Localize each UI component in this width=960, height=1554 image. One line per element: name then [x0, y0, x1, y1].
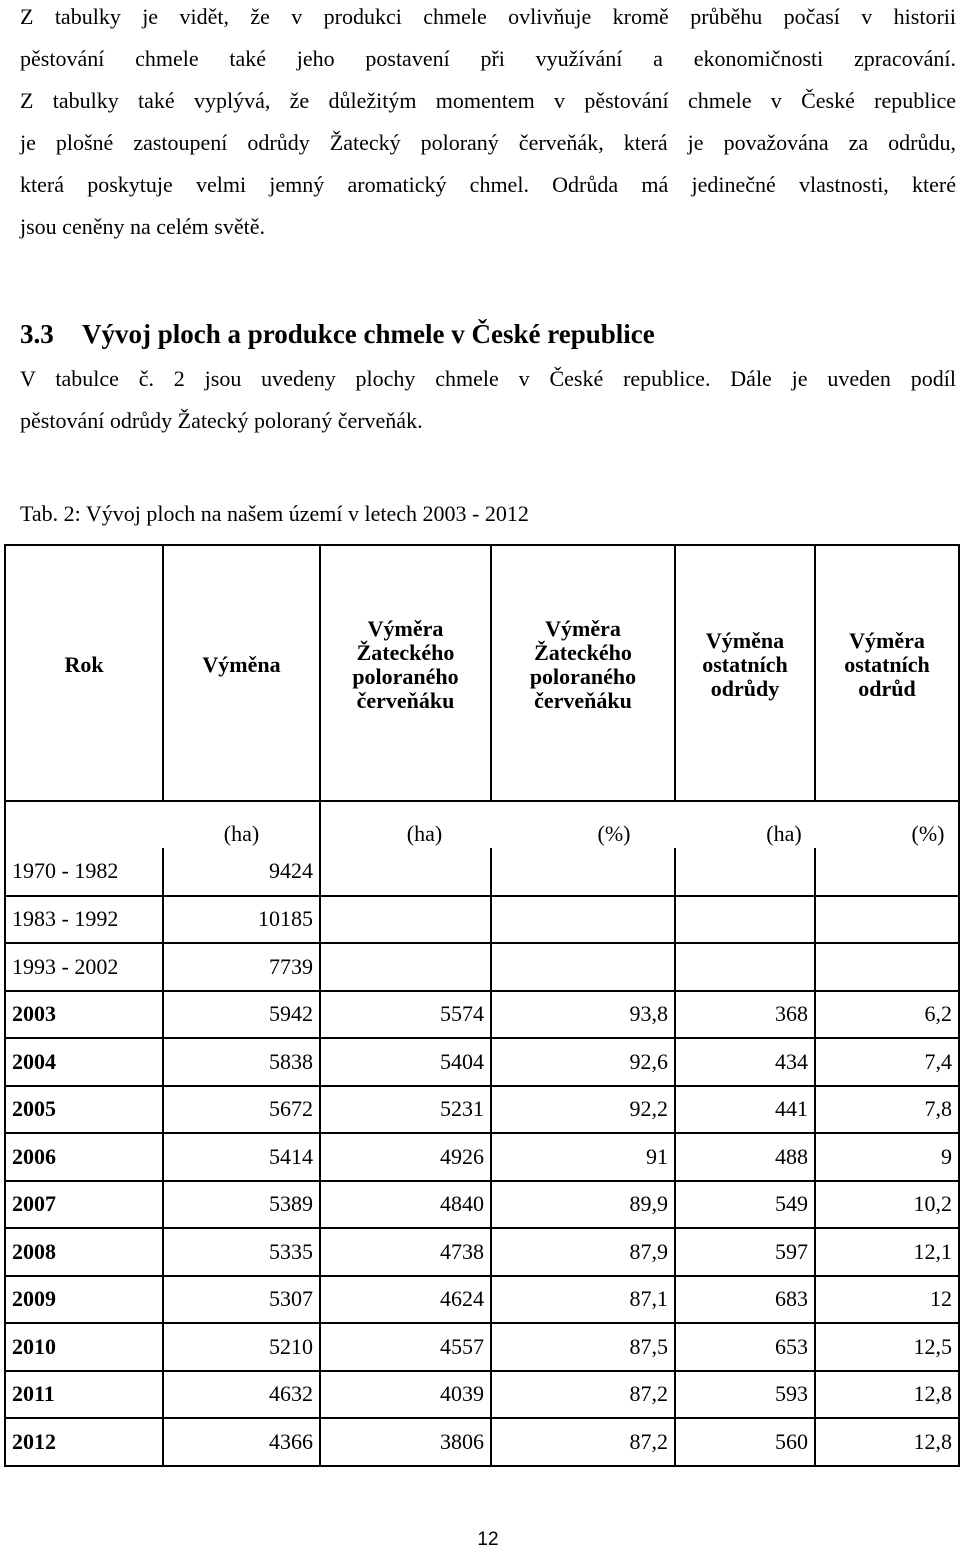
- value-cell: 4624: [320, 1276, 491, 1324]
- value-cell: 9424: [163, 848, 320, 896]
- value-cell: [675, 943, 815, 991]
- value-cell: [675, 848, 815, 896]
- table-row: [5, 1038, 959, 1086]
- section-heading: [20, 312, 655, 356]
- paragraph-line: pěstování odrůdy Žatecký poloraný červeňák.: [20, 408, 423, 433]
- value-cell: [491, 848, 675, 896]
- value-cell: 10185: [163, 896, 320, 944]
- intro-line: která poskytuje velmi jemný aromatický chmel. Odrůda má jedinečné vlastnosti, které: [20, 172, 956, 197]
- year-cell: 2012: [5, 1418, 163, 1466]
- intro-paragraph: [20, 0, 956, 248]
- header-other-area-pct: Výměra ostatních odrůd: [815, 545, 959, 801]
- value-cell: 5389: [163, 1181, 320, 1229]
- value-cell: 7,4: [815, 1038, 959, 1086]
- value-cell: 4632: [163, 1371, 320, 1419]
- value-cell: 653: [675, 1323, 815, 1371]
- table-row: [5, 1086, 959, 1134]
- year-cell: 2005: [5, 1086, 163, 1134]
- value-cell: 12,8: [815, 1418, 959, 1466]
- value-cell: 4926: [320, 1133, 491, 1181]
- year-cell: 2011: [5, 1371, 163, 1419]
- header-saaz-area-ha: Výměra Žateckého poloraného červeňáku: [320, 545, 491, 801]
- value-cell: 368: [675, 991, 815, 1039]
- table-row: [5, 1133, 959, 1181]
- header-year: Rok: [5, 545, 163, 801]
- value-cell: 87,2: [491, 1418, 675, 1466]
- year-cell: 2008: [5, 1228, 163, 1276]
- value-cell: 5672: [163, 1086, 320, 1134]
- table-header-row: [5, 545, 959, 801]
- year-cell: 2007: [5, 1181, 163, 1229]
- value-cell: 7,8: [815, 1086, 959, 1134]
- value-cell: 89,9: [491, 1181, 675, 1229]
- value-cell: 92,2: [491, 1086, 675, 1134]
- table-caption: Tab. 2: Vývoj ploch na našem území v letech 2003 - 2012: [20, 501, 529, 526]
- table-row: [5, 848, 959, 896]
- value-cell: [320, 896, 491, 944]
- unit-cell: (%): [815, 801, 959, 848]
- value-cell: 560: [675, 1418, 815, 1466]
- unit-cell: (ha): [163, 801, 320, 848]
- value-cell: 597: [675, 1228, 815, 1276]
- value-cell: 5414: [163, 1133, 320, 1181]
- year-cell: 2004: [5, 1038, 163, 1086]
- table-body: [5, 801, 959, 1466]
- value-cell: [491, 896, 675, 944]
- intro-line: jsou ceněny na celém světě.: [20, 214, 265, 239]
- value-cell: 434: [675, 1038, 815, 1086]
- value-cell: 10,2: [815, 1181, 959, 1229]
- value-cell: 4557: [320, 1323, 491, 1371]
- unit-cell: [5, 801, 163, 848]
- value-cell: 593: [675, 1371, 815, 1419]
- year-cell: 2010: [5, 1323, 163, 1371]
- section-title: Vývoj ploch a produkce chmele v České republice: [82, 319, 655, 349]
- intro-line: Z tabulky je vidět, že v produkci chmele ovlivňuje kromě průběhu počasí v historii: [20, 4, 956, 29]
- value-cell: 488: [675, 1133, 815, 1181]
- unit-cell: (%): [597, 821, 631, 846]
- value-cell: 3806: [320, 1418, 491, 1466]
- value-cell: 5574: [320, 991, 491, 1039]
- table-row: [5, 1181, 959, 1229]
- intro-line: Z tabulky také vyplývá, že důležitým momentem v pěstování chmele v České republice: [20, 88, 956, 113]
- value-cell: 7739: [163, 943, 320, 991]
- year-cell: 2009: [5, 1276, 163, 1324]
- table-row: [5, 896, 959, 944]
- value-cell: [815, 848, 959, 896]
- value-cell: 5307: [163, 1276, 320, 1324]
- value-cell: [815, 943, 959, 991]
- value-cell: 441: [675, 1086, 815, 1134]
- year-cell: 2006: [5, 1133, 163, 1181]
- year-cell: 2003: [5, 991, 163, 1039]
- value-cell: 87,2: [491, 1371, 675, 1419]
- table-row: [5, 1276, 959, 1324]
- value-cell: 12,8: [815, 1371, 959, 1419]
- value-cell: 6,2: [815, 991, 959, 1039]
- year-cell: 1993 - 2002: [5, 943, 163, 991]
- value-cell: 87,9: [491, 1228, 675, 1276]
- value-cell: 9: [815, 1133, 959, 1181]
- value-cell: 12,5: [815, 1323, 959, 1371]
- value-cell: 4366: [163, 1418, 320, 1466]
- value-cell: [675, 896, 815, 944]
- year-cell: 1970 - 1982: [5, 848, 163, 896]
- unit-cell: (ha): [766, 821, 802, 846]
- value-cell: 87,1: [491, 1276, 675, 1324]
- value-cell: 5404: [320, 1038, 491, 1086]
- value-cell: 5210: [163, 1323, 320, 1371]
- value-cell: 549: [675, 1181, 815, 1229]
- value-cell: 4738: [320, 1228, 491, 1276]
- header-total-area: Výměna: [163, 545, 320, 801]
- value-cell: 5335: [163, 1228, 320, 1276]
- value-cell: 5942: [163, 991, 320, 1039]
- header-other-area-ha: Výměna ostatních odrůdy: [675, 545, 815, 801]
- value-cell: 683: [675, 1276, 815, 1324]
- intro-line: pěstování chmele také jeho postavení při využívání a ekonomičnosti zpracování.: [20, 46, 956, 71]
- value-cell: 12: [815, 1276, 959, 1324]
- value-cell: [491, 943, 675, 991]
- intro-line: je plošné zastoupení odrůdy Žatecký poloraný červeňák, která je považována za odrůdu,: [20, 130, 956, 155]
- value-cell: 5231: [320, 1086, 491, 1134]
- table-intro-paragraph: [20, 358, 956, 442]
- page-number: 12: [477, 1529, 499, 1550]
- table-row: [5, 991, 959, 1039]
- value-cell: 92,6: [491, 1038, 675, 1086]
- value-cell: 12,1: [815, 1228, 959, 1276]
- paragraph-line: V tabulce č. 2 jsou uvedeny plochy chmele v České republice. Dále je uveden podíl: [20, 366, 956, 391]
- section-number: 3.3: [20, 319, 54, 349]
- year-cell: 1983 - 1992: [5, 896, 163, 944]
- table-row: [5, 943, 959, 991]
- value-cell: [320, 848, 491, 896]
- header-saaz-area-pct: Výměra Žateckého poloraného červeňáku: [491, 545, 675, 801]
- value-cell: 87,5: [491, 1323, 675, 1371]
- value-cell: [320, 943, 491, 991]
- table-row: [5, 1371, 959, 1419]
- value-cell: 91: [491, 1133, 675, 1181]
- value-cell: 4039: [320, 1371, 491, 1419]
- value-cell: 5838: [163, 1038, 320, 1086]
- table-row: [5, 1323, 959, 1371]
- value-cell: 93,8: [491, 991, 675, 1039]
- table-row: [5, 1418, 959, 1466]
- value-cell: 4840: [320, 1181, 491, 1229]
- table-row: [5, 1228, 959, 1276]
- unit-cell: (ha): [406, 821, 443, 846]
- hop-area-table: [4, 544, 960, 1467]
- value-cell: [815, 896, 959, 944]
- units-row: [5, 801, 959, 848]
